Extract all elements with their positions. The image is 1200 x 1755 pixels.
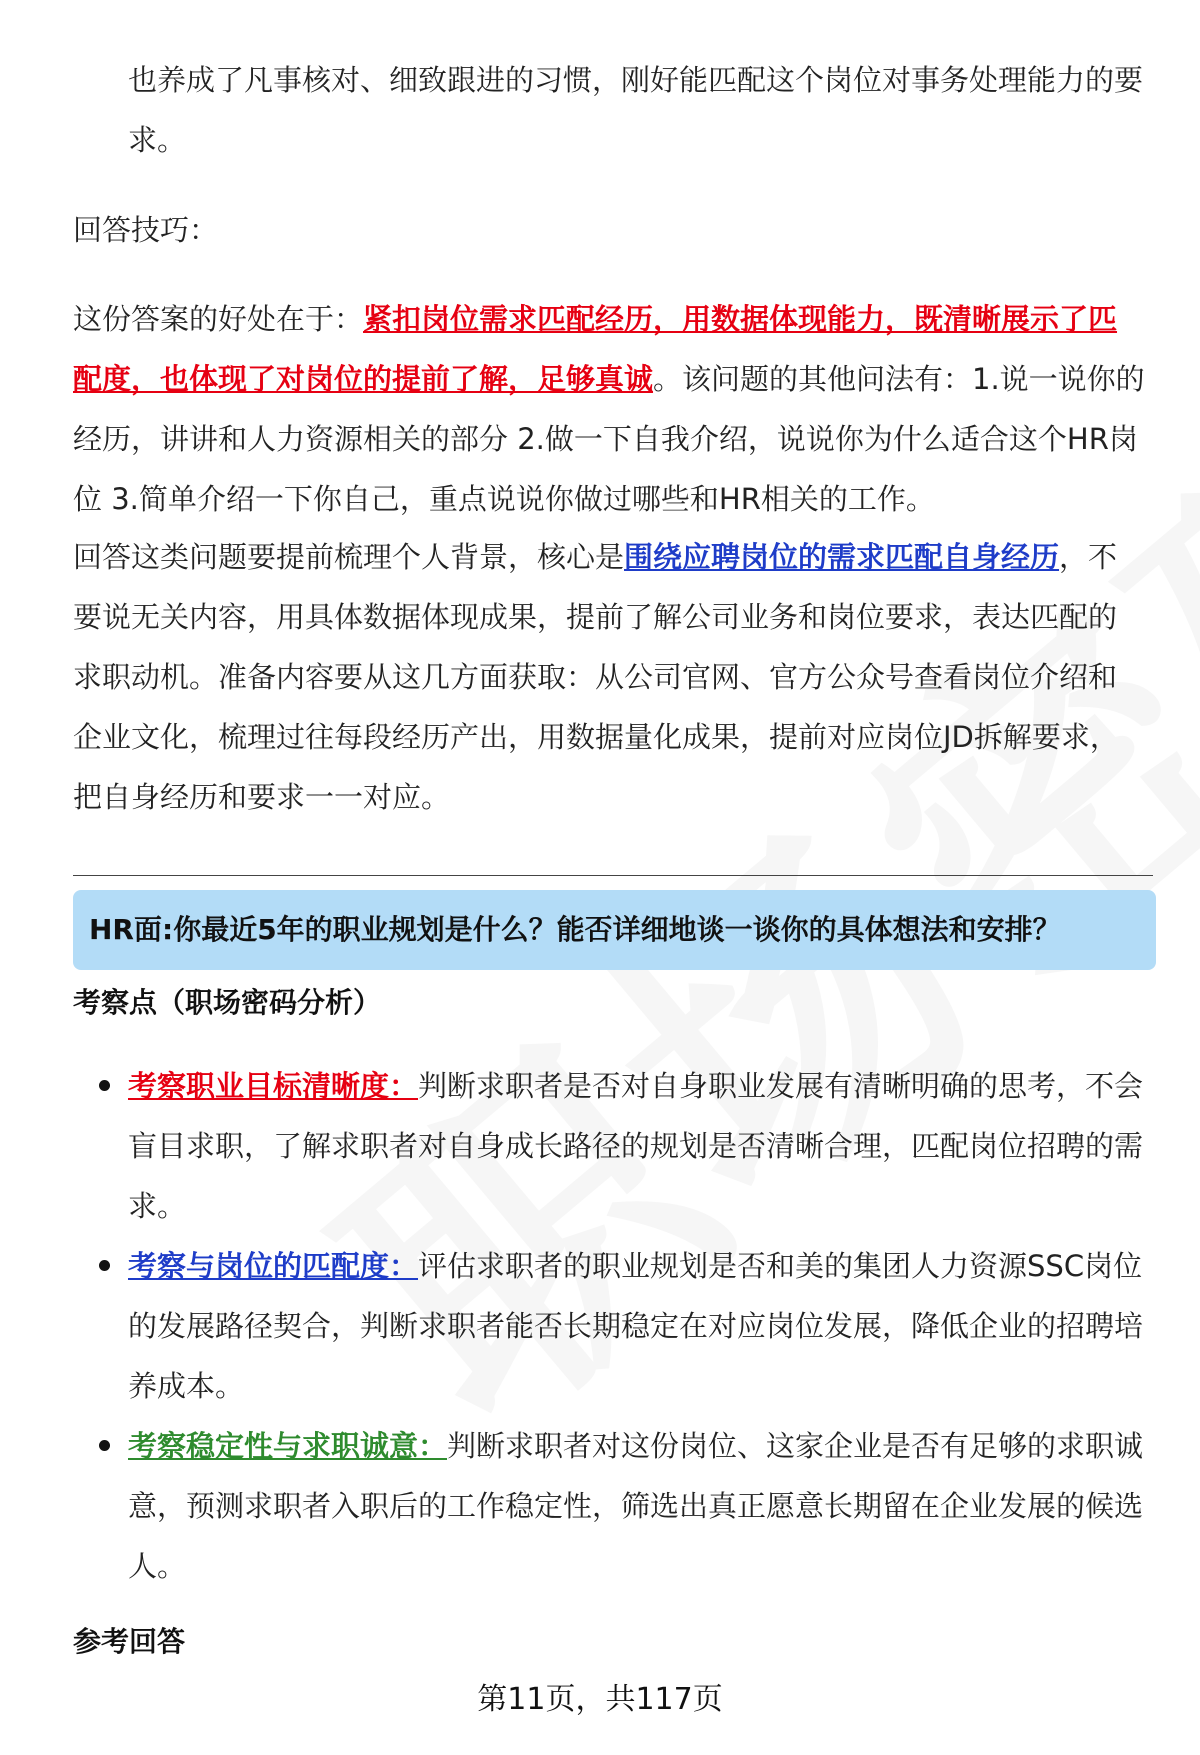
bullet-dot bbox=[99, 1080, 110, 1091]
continuation-paragraph bbox=[128, 50, 1145, 170]
bullet-dot bbox=[99, 1440, 110, 1451]
advice-suffix: ，不要说无关内容，用具体数据体现成果，提前了解公司业务和岗位要求，表达匹配的求职动机。准备内容要从这几方面获取：从公司官网、官方公众号查看岗位介绍和企业文化，梳理过往每段经历产出，用数据量化成果，提前对应岗位JD拆解要求，把自身经历和要求一一对应。 bbox=[73, 540, 1119, 814]
continuation-text: 也养成了凡事核对、细致跟进的习惯，刚好能匹配这个岗位对事务处理能力的要求。 bbox=[128, 63, 1144, 157]
page-footer: 第11页，共117页 bbox=[477, 1682, 723, 1717]
section-divider bbox=[73, 875, 1153, 876]
analysis-heading: 考察点（职场密码分析） bbox=[73, 986, 382, 1019]
advice-highlight: 围绕应聘岗位的需求匹配自身经历 bbox=[624, 540, 1060, 574]
bullet-body: 评估求职者的职业规划是否和美的集团人力资源SSC岗位的发展路径契合，判断求职者能否长期稳定在对应岗位发展，降低企业的招聘培养成本。 bbox=[128, 1249, 1144, 1403]
bullet-item-stability bbox=[128, 1416, 1145, 1596]
bullet-title: 考察稳定性与求职诚意： bbox=[128, 1429, 448, 1463]
tips-suffix: 。该问题的其他问法有：1.说一说你的经历，讲讲和人力资源相关的部分 2.做一下自我介绍，说说你为什么适合这个HR岗位 3.简单介绍一下你自己，重点说说你做过哪些和HR相关的工作。 bbox=[73, 362, 1145, 516]
tips-highlight: 紧扣岗位需求匹配经历，用数据体现能力，既清晰展示了匹配度，也体现了对岗位的提前了解，足够真诚 bbox=[73, 302, 1118, 396]
bullet-dot bbox=[99, 1260, 110, 1271]
bullet-item-goal-clarity bbox=[128, 1056, 1145, 1236]
bullet-body: 判断求职者是否对自身职业发展有清晰明确的思考，不会盲目求职，了解求职者对自身成长路径的规划是否清晰合理，匹配岗位招聘的需求。 bbox=[128, 1069, 1144, 1223]
tips-label bbox=[73, 200, 1145, 260]
tips-label-text: 回答技巧： bbox=[73, 213, 219, 247]
bullet-title: 考察职业目标清晰度： bbox=[128, 1069, 419, 1103]
bullet-body: 判断求职者对这份岗位、这家企业是否有足够的求职诚意，预测求职者入职后的工作稳定性，筛选出真正愿意长期留在企业发展的候选人。 bbox=[128, 1429, 1144, 1583]
tips-prefix: 这份答案的好处在于： bbox=[73, 302, 364, 336]
bullet-item-role-fit bbox=[128, 1236, 1145, 1416]
bullet-title: 考察与岗位的匹配度： bbox=[128, 1249, 419, 1283]
question-box bbox=[73, 890, 1156, 970]
advice-prefix: 回答这类问题要提前梳理个人背景，核心是 bbox=[73, 540, 625, 574]
reference-heading: 参考回答 bbox=[73, 1625, 186, 1658]
question-text: HR面:你最近5年的职业规划是什么？能否详细地谈一谈你的具体想法和安排？ bbox=[89, 913, 1061, 946]
tips-paragraph bbox=[73, 289, 1145, 529]
advice-paragraph bbox=[73, 527, 1145, 827]
